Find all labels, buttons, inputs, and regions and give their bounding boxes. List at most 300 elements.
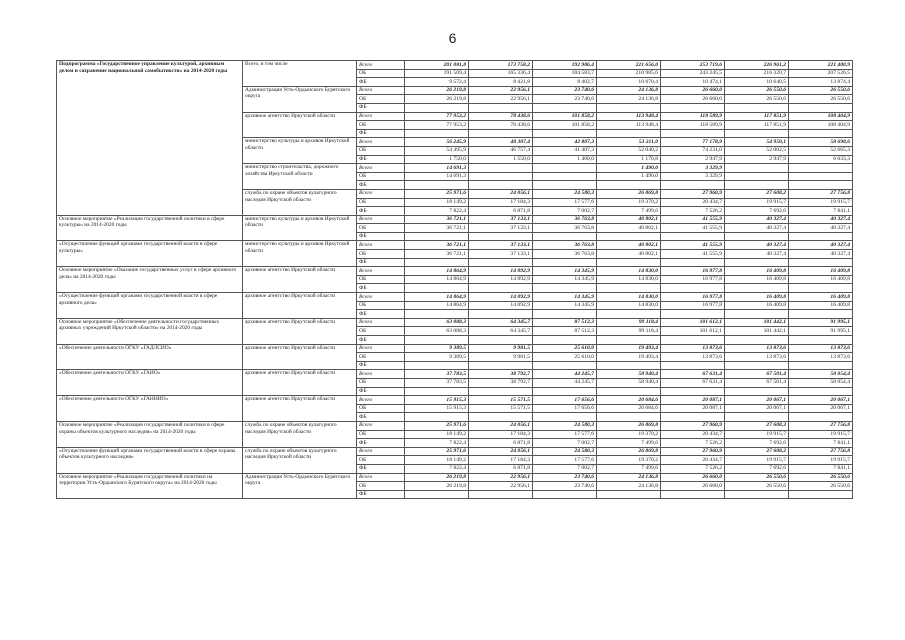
value-cell — [597, 336, 661, 345]
funding-source-cell: ФБ — [357, 78, 405, 87]
funding-source-cell: ОБ — [357, 378, 405, 387]
funding-source-cell: Всего — [357, 318, 405, 327]
value-cell — [597, 103, 661, 112]
value-cell: 26 550,6 — [789, 473, 853, 482]
value-cell — [789, 387, 853, 396]
value-cell: 19 915,7 — [789, 198, 853, 207]
value-cell: 53 211,0 — [597, 138, 661, 147]
value-cell: 26 219,8 — [405, 473, 469, 482]
table-row — [57, 344, 853, 353]
value-cell: 192 986,4 — [533, 61, 597, 70]
value-cell: 26 660,0 — [661, 473, 725, 482]
value-cell — [405, 490, 469, 499]
funding-source-cell: ОБ — [357, 404, 405, 413]
value-cell: 40 327,4 — [725, 215, 789, 224]
value-cell: 27 608,3 — [725, 421, 789, 430]
value-cell: 58 698,6 — [789, 138, 853, 147]
value-cell: 77 953,2 — [405, 121, 469, 130]
value-cell: 184 583,7 — [533, 69, 597, 78]
value-cell — [725, 490, 789, 499]
value-cell — [725, 336, 789, 345]
value-cell: 87 512,3 — [533, 327, 597, 336]
value-cell: 52 040,2 — [597, 146, 661, 155]
funding-source-cell: Всего — [357, 61, 405, 70]
table-row — [57, 396, 853, 405]
value-cell — [661, 284, 725, 293]
value-cell: 19 370,2 — [597, 430, 661, 439]
value-cell: 38 792,7 — [469, 378, 533, 387]
table-row — [57, 293, 853, 302]
funding-source-cell: Всего — [357, 396, 405, 405]
value-cell — [661, 129, 725, 138]
funding-source-cell: ФБ — [357, 232, 405, 241]
value-cell: 101 442,1 — [725, 318, 789, 327]
value-cell: 17 184,3 — [469, 456, 533, 465]
value-cell — [469, 490, 533, 499]
value-cell: 24 056,1 — [469, 421, 533, 430]
value-cell: 7 692,6 — [725, 207, 789, 216]
funding-source-cell: ФБ — [357, 439, 405, 448]
value-cell: 9 981,5 — [469, 344, 533, 353]
table-body — [57, 61, 853, 499]
value-cell — [469, 129, 533, 138]
funding-source-cell: Всего — [357, 267, 405, 276]
value-cell: 20 087,1 — [661, 404, 725, 413]
value-cell — [533, 129, 597, 138]
value-cell: 2 947,9 — [661, 155, 725, 164]
value-cell: 19 915,7 — [725, 456, 789, 465]
value-cell: 22 956,1 — [469, 86, 533, 95]
funding-source-cell: Всего — [357, 215, 405, 224]
funding-source-cell: ФБ — [357, 258, 405, 267]
value-cell: 78 438,6 — [469, 121, 533, 130]
value-cell: 52 002,5 — [725, 146, 789, 155]
value-cell: 26 219,8 — [405, 86, 469, 95]
value-cell: 40 327,4 — [789, 215, 853, 224]
funding-source-cell: Всего — [357, 447, 405, 456]
value-cell: 18 149,2 — [405, 198, 469, 207]
value-cell — [725, 181, 789, 190]
value-cell: 16 977,8 — [661, 275, 725, 284]
value-cell: 54 495,9 — [405, 146, 469, 155]
funding-source-cell: Всего — [357, 138, 405, 147]
value-cell: 40 327,4 — [725, 250, 789, 259]
value-cell: 16 409,8 — [789, 301, 853, 310]
value-cell: 1 490,0 — [597, 164, 661, 173]
value-cell — [661, 310, 725, 319]
value-cell: 18 149,2 — [405, 430, 469, 439]
value-cell: 17 184,3 — [469, 430, 533, 439]
value-cell — [469, 361, 533, 370]
value-cell: 36 721,1 — [405, 215, 469, 224]
value-cell — [661, 336, 725, 345]
value-cell — [533, 336, 597, 345]
executor-cell: Администрация Усть-Ордынского Бурятского округа — [243, 473, 357, 499]
value-cell: 40 802,1 — [597, 224, 661, 233]
value-cell — [725, 413, 789, 422]
executor-cell: архивное агентство Иркутской области — [243, 112, 357, 138]
value-cell: 56 245,9 — [405, 138, 469, 147]
funding-source-cell: Всего — [357, 241, 405, 250]
program-name-cell: Основное мероприятие «Реализация государственной политики в сфере охраны объектов культурного наследия» на 2014-2020 годы — [57, 421, 243, 447]
value-cell: 14 092,9 — [469, 267, 533, 276]
value-cell: 14 830,0 — [597, 301, 661, 310]
value-cell: 63 088,3 — [405, 327, 469, 336]
funding-source-cell: Всего — [357, 421, 405, 430]
value-cell: 7 526,2 — [661, 464, 725, 473]
value-cell: 7 499,6 — [597, 464, 661, 473]
value-cell — [597, 387, 661, 396]
value-cell: 243 245,5 — [661, 69, 725, 78]
value-cell — [405, 361, 469, 370]
value-cell — [725, 258, 789, 267]
value-cell: 44 245,7 — [533, 378, 597, 387]
value-cell — [533, 103, 597, 112]
value-cell: 101 612,1 — [661, 327, 725, 336]
funding-source-cell: ОБ — [357, 482, 405, 491]
executor-cell: министерство культуры и архивов Иркутской области — [243, 138, 357, 164]
table-row — [57, 370, 853, 379]
table-row — [57, 215, 853, 224]
value-cell: 118 589,9 — [661, 121, 725, 130]
funding-source-cell: ФБ — [357, 310, 405, 319]
value-cell: 113 948,4 — [597, 121, 661, 130]
funding-source-cell: ФБ — [357, 464, 405, 473]
value-cell: 117 851,9 — [725, 112, 789, 121]
table-row — [57, 473, 853, 482]
value-cell — [725, 310, 789, 319]
value-cell: 10 474,1 — [661, 78, 725, 87]
program-name-cell: Основное мероприятие «Реализация государственной политики на территории Усть-Ордынского Бурятского округа» на 2014-2020 годы — [57, 473, 243, 499]
executor-cell: Администрация Усть-Ордынского Бурятского округа — [243, 86, 357, 112]
value-cell: 26 869,8 — [597, 421, 661, 430]
value-cell — [725, 103, 789, 112]
funding-source-cell: Всего — [357, 293, 405, 302]
executor-cell: министерство культуры и архивов Иркутской области — [243, 241, 357, 267]
value-cell: 9 389,5 — [405, 353, 469, 362]
value-cell: 1 400,0 — [533, 155, 597, 164]
value-cell: 40 327,4 — [789, 241, 853, 250]
value-cell — [789, 129, 853, 138]
value-cell — [405, 258, 469, 267]
value-cell — [405, 387, 469, 396]
funding-source-cell: ФБ — [357, 361, 405, 370]
funding-source-cell: ОБ — [357, 121, 405, 130]
value-cell: 3 329,9 — [661, 164, 725, 173]
value-cell: 37 133,1 — [469, 250, 533, 259]
value-cell — [405, 336, 469, 345]
value-cell: 64 345,7 — [469, 318, 533, 327]
value-cell: 74 231,0 — [661, 146, 725, 155]
value-cell: 101 858,2 — [533, 121, 597, 130]
value-cell: 19 915,7 — [725, 430, 789, 439]
value-cell: 27 608,2 — [725, 447, 789, 456]
value-cell: 16 409,8 — [789, 275, 853, 284]
value-cell: 37 133,1 — [469, 241, 533, 250]
value-cell: 40 327,4 — [789, 224, 853, 233]
value-cell — [725, 232, 789, 241]
executor-cell: министерство культуры и архивов Иркутской области — [243, 215, 357, 241]
value-cell: 40 802,1 — [597, 241, 661, 250]
value-cell — [469, 172, 533, 181]
value-cell: 6 871,8 — [469, 464, 533, 473]
value-cell: 14 864,9 — [405, 267, 469, 276]
value-cell: 41 407,3 — [533, 146, 597, 155]
executor-cell: архивное агентство Иркутской области — [243, 293, 357, 319]
value-cell: 24 056,1 — [469, 189, 533, 198]
funding-source-cell: ОБ — [357, 301, 405, 310]
value-cell: 15 571,5 — [469, 404, 533, 413]
value-cell — [469, 284, 533, 293]
program-name-cell: «Осуществление функций органами государственной власти в сфере архивного дела» — [57, 293, 243, 319]
value-cell: 37 783,5 — [405, 370, 469, 379]
value-cell: 41 555,9 — [661, 215, 725, 224]
value-cell: 15 571,5 — [469, 396, 533, 405]
value-cell — [469, 413, 533, 422]
value-cell: 87 512,3 — [533, 318, 597, 327]
value-cell: 10 640,5 — [725, 78, 789, 87]
value-cell — [789, 490, 853, 499]
value-cell — [789, 164, 853, 173]
value-cell: 36 721,1 — [405, 250, 469, 259]
value-cell — [661, 387, 725, 396]
value-cell: 77 178,9 — [661, 138, 725, 147]
value-cell: 27 960,9 — [661, 447, 725, 456]
value-cell: 67 631,4 — [661, 378, 725, 387]
value-cell: 20 434,7 — [661, 456, 725, 465]
value-cell: 7 692,6 — [725, 464, 789, 473]
value-cell: 19 370,2 — [597, 198, 661, 207]
value-cell: 108 404,9 — [789, 121, 853, 130]
value-cell: 9 981,5 — [469, 353, 533, 362]
value-cell — [661, 490, 725, 499]
value-cell: 7 002,7 — [533, 439, 597, 448]
executor-cell: архивное агентство Иркутской области — [243, 370, 357, 396]
value-cell: 20 067,1 — [725, 396, 789, 405]
executor-cell: Всего, в том числе — [243, 61, 357, 87]
value-cell: 24 580,3 — [533, 421, 597, 430]
value-cell: 36 721,1 — [405, 224, 469, 233]
value-cell — [789, 232, 853, 241]
value-cell — [725, 387, 789, 396]
value-cell — [661, 258, 725, 267]
executor-cell: архивное агентство Иркутской области — [243, 318, 357, 344]
value-cell: 6 871,8 — [469, 207, 533, 216]
value-cell — [661, 413, 725, 422]
value-cell — [789, 172, 853, 181]
funding-source-cell: ОБ — [357, 430, 405, 439]
funding-source-cell: ОБ — [357, 172, 405, 181]
funding-source-cell: ОБ — [357, 69, 405, 78]
value-cell: 20 087,1 — [661, 396, 725, 405]
value-cell: 226 961,2 — [725, 61, 789, 70]
value-cell: 25 610,0 — [533, 344, 597, 353]
value-cell: 3 329,9 — [661, 172, 725, 181]
value-cell: 14 864,9 — [405, 293, 469, 302]
funding-source-cell: ОБ — [357, 250, 405, 259]
value-cell — [405, 232, 469, 241]
table-row — [57, 318, 853, 327]
value-cell: 48 307,4 — [469, 138, 533, 147]
value-cell: 99 118,4 — [597, 327, 661, 336]
funding-source-cell: Всего — [357, 164, 405, 173]
value-cell: 14 830,0 — [597, 275, 661, 284]
value-cell — [597, 129, 661, 138]
value-cell: 26 550,6 — [789, 86, 853, 95]
value-cell: 108 404,9 — [789, 112, 853, 121]
value-cell — [533, 361, 597, 370]
value-cell: 22 956,1 — [469, 473, 533, 482]
value-cell: 13 873,6 — [789, 353, 853, 362]
value-cell: 216 320,7 — [725, 69, 789, 78]
value-cell: 13 874,4 — [789, 78, 853, 87]
funding-source-cell: Всего — [357, 189, 405, 198]
value-cell: 165 336,4 — [469, 69, 533, 78]
value-cell — [789, 258, 853, 267]
value-cell: 17 577,6 — [533, 198, 597, 207]
value-cell: 36 721,1 — [405, 241, 469, 250]
value-cell: 1 490,0 — [597, 172, 661, 181]
value-cell: 24 136,8 — [597, 482, 661, 491]
value-cell: 9 389,5 — [405, 344, 469, 353]
value-cell — [405, 284, 469, 293]
value-cell: 38 792,7 — [469, 370, 533, 379]
value-cell: 7 526,2 — [661, 207, 725, 216]
value-cell: 7 002,7 — [533, 207, 597, 216]
value-cell: 17 577,6 — [533, 456, 597, 465]
program-name-cell: Подпрограмма «Государственное управление культурой, архивным делом и сохранение национальной самобытности» на 2014-2020 годы — [57, 61, 243, 216]
funding-source-cell: ФБ — [357, 207, 405, 216]
value-cell: 14 830,0 — [597, 293, 661, 302]
value-cell: 78 438,6 — [469, 112, 533, 121]
value-cell: 15 915,3 — [405, 404, 469, 413]
value-cell: 24 136,8 — [597, 473, 661, 482]
value-cell: 14 345,9 — [533, 301, 597, 310]
value-cell — [469, 310, 533, 319]
value-cell: 201 081,8 — [405, 61, 469, 70]
value-cell: 26 660,0 — [661, 482, 725, 491]
value-cell — [469, 232, 533, 241]
table-row — [57, 61, 853, 70]
value-cell: 7 526,2 — [661, 439, 725, 448]
value-cell: 37 783,5 — [405, 378, 469, 387]
value-cell: 27 756,8 — [789, 189, 853, 198]
value-cell: 7 499,6 — [597, 207, 661, 216]
value-cell: 41 555,9 — [661, 224, 725, 233]
value-cell — [469, 181, 533, 190]
value-cell: 173 758,2 — [469, 61, 533, 70]
value-cell: 14 864,9 — [405, 301, 469, 310]
value-cell: 26 550,6 — [725, 482, 789, 491]
value-cell — [789, 361, 853, 370]
value-cell: 14 830,0 — [597, 267, 661, 276]
executor-cell: архивное агентство Иркутской области — [243, 344, 357, 370]
value-cell: 221 400,9 — [789, 61, 853, 70]
value-cell — [597, 284, 661, 293]
value-cell: 253 719,6 — [661, 61, 725, 70]
value-cell — [533, 310, 597, 319]
value-cell: 23 740,6 — [533, 95, 597, 104]
program-name-cell: Основное мероприятие «Реализация государственной политики в сфере культуры» на 2014-2020 годы — [57, 215, 243, 241]
value-cell: 24 056,1 — [469, 447, 533, 456]
value-cell: 22 956,1 — [469, 95, 533, 104]
value-cell: 22 956,1 — [469, 482, 533, 491]
value-cell: 17 656,6 — [533, 404, 597, 413]
value-cell: 25 971,6 — [405, 447, 469, 456]
value-cell — [533, 172, 597, 181]
funding-source-cell: ОБ — [357, 353, 405, 362]
value-cell — [725, 284, 789, 293]
funding-source-cell: Всего — [357, 370, 405, 379]
value-cell — [789, 284, 853, 293]
value-cell: 41 555,9 — [661, 241, 725, 250]
value-cell: 207 526,5 — [789, 69, 853, 78]
value-cell: 7 841,1 — [789, 207, 853, 216]
value-cell: 8 402,7 — [533, 78, 597, 87]
funding-source-cell: Всего — [357, 344, 405, 353]
executor-cell: министерство строительства, дорожного хозяйства Иркутской области — [243, 164, 357, 190]
value-cell: 117 851,9 — [725, 121, 789, 130]
value-cell: 14 345,9 — [533, 293, 597, 302]
value-cell: 37 133,1 — [469, 215, 533, 224]
value-cell: 58 054,4 — [789, 378, 853, 387]
value-cell — [597, 361, 661, 370]
value-cell: 40 802,1 — [597, 215, 661, 224]
executor-cell: служба по охране объектов культурного наследия Иркутской области — [243, 421, 357, 447]
funding-source-cell: ОБ — [357, 198, 405, 207]
value-cell: 14 092,9 — [469, 293, 533, 302]
value-cell: 40 327,4 — [789, 250, 853, 259]
value-cell — [725, 361, 789, 370]
value-cell: 1 170,8 — [597, 155, 661, 164]
budget-table — [56, 60, 853, 499]
value-cell: 26 550,6 — [789, 482, 853, 491]
value-cell: 36 763,8 — [533, 224, 597, 233]
value-cell: 14 864,9 — [405, 275, 469, 284]
value-cell: 7 499,6 — [597, 439, 661, 448]
value-cell: 19 915,7 — [789, 430, 853, 439]
value-cell: 8 421,8 — [469, 78, 533, 87]
value-cell: 14 345,9 — [533, 267, 597, 276]
value-cell: 6 033,3 — [789, 155, 853, 164]
value-cell: 58 940,4 — [597, 370, 661, 379]
value-cell: 7 822,4 — [405, 464, 469, 473]
value-cell: 37 133,1 — [469, 224, 533, 233]
value-cell: 26 550,6 — [725, 86, 789, 95]
value-cell: 16 977,8 — [661, 267, 725, 276]
value-cell: 20 684,6 — [597, 404, 661, 413]
table-row — [57, 241, 853, 250]
value-cell: 14 092,9 — [469, 275, 533, 284]
value-cell: 27 608,2 — [725, 189, 789, 198]
value-cell — [661, 232, 725, 241]
value-cell: 7 002,7 — [533, 464, 597, 473]
value-cell: 20 067,1 — [789, 396, 853, 405]
value-cell: 27 960,9 — [661, 421, 725, 430]
value-cell — [597, 490, 661, 499]
value-cell — [405, 310, 469, 319]
program-name-cell: Основное мероприятие «Обеспечение деятельности государственных архивных учреждений Иркутской области» на 2014-2020 годы — [57, 318, 243, 344]
page-number: 6 — [448, 30, 457, 46]
funding-source-cell: Всего — [357, 86, 405, 95]
value-cell: 26 550,6 — [725, 473, 789, 482]
value-cell: 13 873,6 — [725, 353, 789, 362]
value-cell: 25 610,0 — [533, 353, 597, 362]
value-cell — [469, 164, 533, 173]
value-cell: 19 493,4 — [597, 353, 661, 362]
value-cell — [661, 361, 725, 370]
value-cell: 23 740,6 — [533, 473, 597, 482]
